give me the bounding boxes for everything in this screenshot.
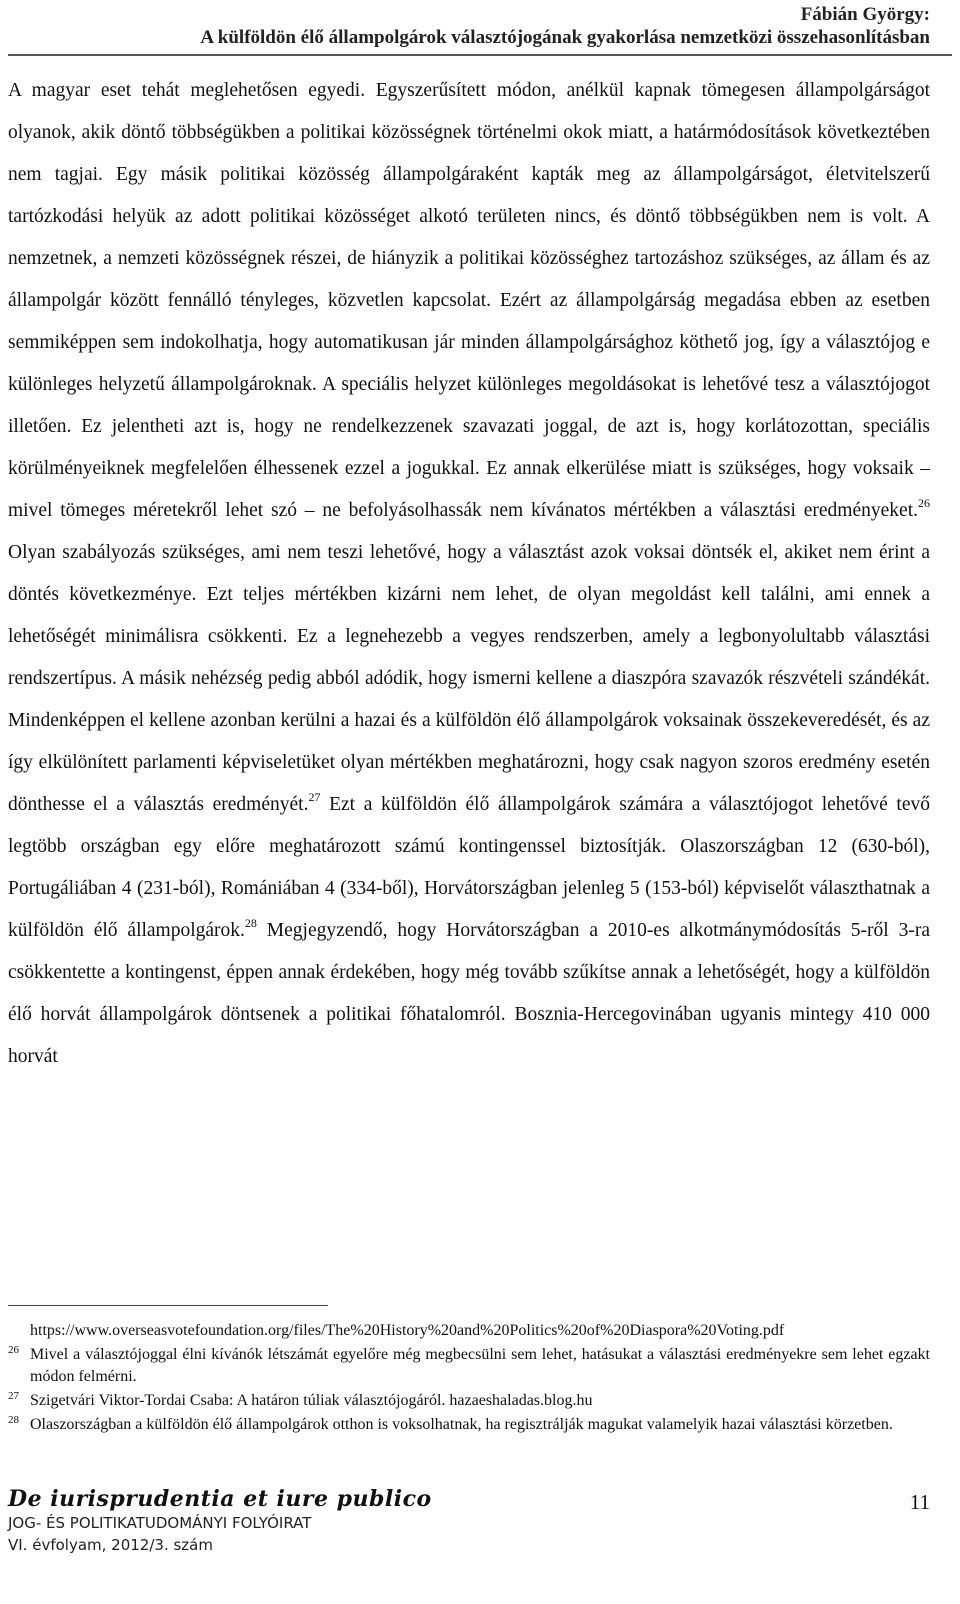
footnote-text: Olaszországban a külföldön élő állampolgárok otthon is voksolhatnak, ha regisztrálják magukat valamelyik hazai választási körzetben.: [30, 1416, 893, 1433]
footnote-continued: [8, 1320, 930, 1342]
header-title: A külföldön élő állampolgárok választójogának gyakorlása nemzetközi összehasonlításban: [200, 27, 930, 48]
page-footer: [8, 1486, 930, 1556]
footnote-27: [8, 1390, 930, 1412]
footnote-28: [8, 1414, 930, 1436]
footnote-number: 28: [8, 1414, 19, 1426]
footnote-number: 27: [8, 1390, 19, 1402]
footnote-ref-27[interactable]: 27: [308, 790, 321, 804]
body-paragraph: [8, 70, 930, 1078]
header-author: Fábián György:: [800, 4, 930, 25]
journal-subtitle: JOG- ÉS POLITIKATUDOMÁNYI FOLYÓIRAT: [8, 1514, 312, 1532]
footnote-number: 26: [8, 1344, 19, 1356]
footnote-ref-28[interactable]: 28: [244, 916, 257, 930]
body-text-segment-1: A magyar eset tehát meglehetősen egyedi. Egyszerűsített módon, anélkül kapnak tömegesen állampolgárságot olyanok, akik döntő többségükben a politikai közösségnek történelmi okok miatt, a határmódosítások következtében nem tagjai. Egy másik politikai közösség állampolgáraként kapták meg az állampolgárságot, életvitelszerű tartózkodási helyük az adott politikai közösséget alkotó területen nincs, és döntő többségükben nem is volt. A nemzetnek, a nemzeti közösségnek részei, de hiányzik a politikai közösséghez tartozáshoz szükséges, az állam és az állampolgár között fennálló tényleges, közvetlen kapcsolat. Ezért az állampolgárság megadása ebben az esetben semmiképpen sem indokolhatja, hogy automatikusan jár minden állampolgársághoz köthető jog, így a választójog e különleges helyzetű állampolgároknak. A speciális helyzet különleges megoldásokat is lehetővé tesz a választójogot illetően. Ez jelentheti azt is, hogy ne rendelkezzenek szavazati joggal, de azt is, hogy korlátozottan, speciális körülményeiknek megfelelően élhessenek ezzel a jogukkal. Ez annak elkerülése miatt is szükséges, hogy voksaik – mivel tömeges méretekről lehet szó – ne befolyásolhassák nem kívánatos mértékben a választási eredményeket.: [8, 80, 930, 521]
footnote-text: Mivel a választójoggal élni kívánók létszámát egyelőre még megbecsülni sem lehet, hatásukat a választási eredményekre sem lehet egzakt módon felmérni.: [30, 1346, 930, 1385]
footnote-divider: [8, 1305, 328, 1306]
footnotes: [8, 1320, 930, 1438]
journal-name: De iurisprudentia et iure publico: [8, 1486, 432, 1512]
body-text-segment-2: Olyan szabályozás szükséges, ami nem teszi lehetővé, hogy a választást azok voksai döntsék el, akiket nem érint a döntés következménye. Ezt teljes mértékben kizárni nem lehet, de olyan megoldást kell találni, ami ennek a lehetőségét minimálisra csökkenti. Ez a legnehezebb a vegyes rendszerben, amely a legbonyolultabb választási rendszertípus. A másik nehézség pedig abból adódik, hogy ismerni kellene a diaszpóra szavazók részvételi szándékát. Mindenképpen el kellene azonban kerülni a hazai és a külföldön élő állampolgárok voksainak összekeveredését, és az így elkülönített parlamenti képviseletüket olyan mértékben meghatározni, hogy csak nagyon szoros eredmény esetén dönthesse el a választás eredményét.: [8, 542, 930, 815]
journal-volume: VI. évfolyam, 2012/3. szám: [8, 1536, 213, 1554]
body-text-segment-4: Megjegyzendő, hogy Horvátországban a 2010-es alkotmánymódosítás 5-ről 3-ra csökkentette a kontingenst, éppen annak érdekében, hogy még tovább szűkítse annak a lehetőségét, hogy a külföldön élő horvát állampolgárok döntsenek a politikai főhatalomról. Bosznia-Hercegovinában ugyanis mintegy 410 000 horvát: [8, 920, 930, 1067]
running-header: [200, 4, 930, 50]
main-text: [8, 70, 930, 1078]
footnote-26: [8, 1344, 930, 1388]
footnote-continued-url[interactable]: https://www.overseasvotefoundation.org/files/The%20History%20and%20Politics%20of%20Diaspora%20Voting.pdf: [30, 1322, 785, 1339]
header-divider: [8, 54, 952, 56]
page-number: 11: [909, 1490, 930, 1514]
footnote-ref-26[interactable]: 26: [918, 496, 930, 510]
footnote-text: Szigetvári Viktor-Tordai Csaba: A határon túliak választójogáról. hazaeshaladas.blog.hu: [30, 1392, 593, 1409]
body-text-segment-3: Ezt a külföldön élő állampolgárok számára a választójogot lehetővé tevő legtöbb országban egy előre meghatározott számú kontingenssel biztosítják. Olaszországban 12 (630-ból), Portugáliában 4 (231-ból), Romániában 4 (334-ből), Horvátországban jelenleg 5 (153-ból) képviselőt választhatnak a külföldön élő állampolgárok.: [8, 794, 931, 941]
